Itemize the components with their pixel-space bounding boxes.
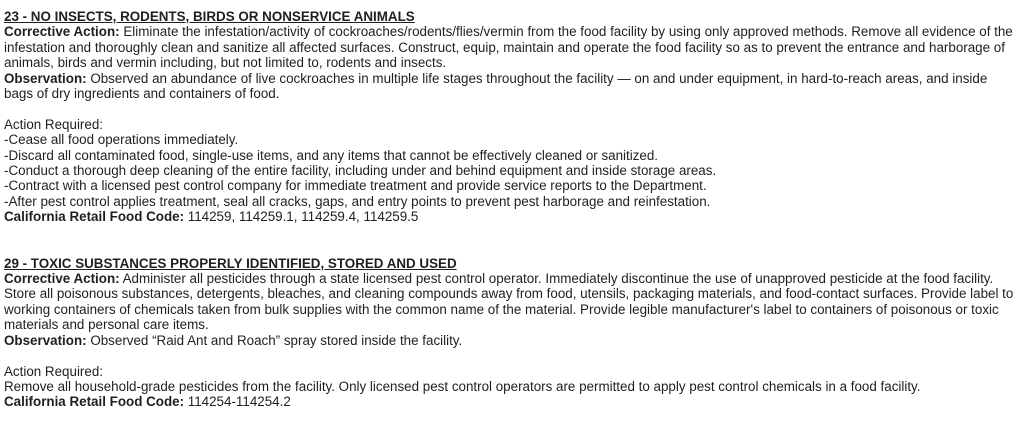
violation-section-23: [4, 9, 1018, 225]
action-item: -Discard all contaminated food, single-use items, and any items that cannot be effectively cleaned or sanitized.: [4, 147, 659, 163]
action-item: Remove all household-grade pesticides from the facility. Only licensed pest control operators are permitted to apply pest control chemicals in a food facility.: [4, 378, 921, 394]
action-item: -Cease all food operations immediately.: [4, 132, 239, 148]
corrective-action-paragraph: [4, 271, 1018, 333]
corrective-action-label: Corrective Action:: [4, 24, 120, 40]
corrective-action-paragraph: [4, 24, 1018, 70]
food-code-values: 114259, 114259.1, 114259.4, 114259.5: [184, 209, 419, 225]
action-item: -Contract with a licensed pest control company for immediate treatment and provide service reports to the Department.: [4, 178, 707, 194]
food-code-label: California Retail Food Code:: [4, 394, 185, 410]
violation-heading-23: 23 - NO INSECTS, RODENTS, BIRDS OR NONSERVICE ANIMALS: [4, 9, 415, 24]
action-required-heading: Action Required:: [4, 363, 103, 379]
action-item: -Conduct a thorough deep cleaning of the entire facility, including under and behind equipment and inside storage areas.: [4, 163, 717, 179]
action-item: -After pest control applies treatment, seal all cracks, gaps, and entry points to prevent pest harborage and reinfestation.: [4, 193, 711, 209]
corrective-action-text: Administer all pesticides through a state licensed pest control operator. Immediately discontinue the use of unapproved pesticide at the food facility. Store all poisonous substances, detergents, bleaches, and cleaning compounds away from food, utensils, packaging materials, and food-contact surfaces. Provide label to working containers of chemicals taken from bulk supplies with the common name of the material. Provide legible manufacturer's label to containers of poisonous or toxic materials and personal care items.: [4, 271, 1014, 333]
food-code-line: [4, 394, 1018, 409]
food-code-values: 114254-114254.2: [184, 394, 291, 410]
corrective-action-label: Corrective Action:: [4, 271, 120, 287]
observation-paragraph: [4, 333, 1018, 348]
section-divider-gap: [4, 225, 1018, 256]
violation-heading-29: 29 - TOXIC SUBSTANCES PROPERLY IDENTIFIED, STORED AND USED: [4, 255, 457, 271]
observation-label: Observation:: [4, 70, 87, 86]
action-required-heading: Action Required:: [4, 116, 103, 132]
observation-paragraph: [4, 71, 1018, 102]
blank-line: [4, 101, 1018, 116]
corrective-action-text: Eliminate the infestation/activity of cockroaches/rodents/flies/vermin from the food facility by using only approved methods. Remove all evidence of the infestation and thoroughly clean and sanitize all affected surfaces. Construct, equip, maintain and operate the food facility so as to prevent the entrance and harborage of animals, birds and vermin including, but not limited to, rodents and insects.: [4, 24, 1013, 71]
food-code-label: California Retail Food Code:: [4, 209, 185, 225]
observation-text: Observed “Raid Ant and Roach” spray stored inside the facility.: [86, 332, 463, 348]
observation-text: Observed an abundance of live cockroaches in multiple life stages throughout the facility — on and under equipment, in hard-to-reach areas, and inside bags of dry ingredients and containers of food.: [4, 70, 988, 102]
observation-label: Observation:: [4, 332, 87, 348]
blank-line: [4, 348, 1018, 363]
violation-section-29: [4, 256, 1018, 410]
food-code-line: [4, 209, 1018, 224]
